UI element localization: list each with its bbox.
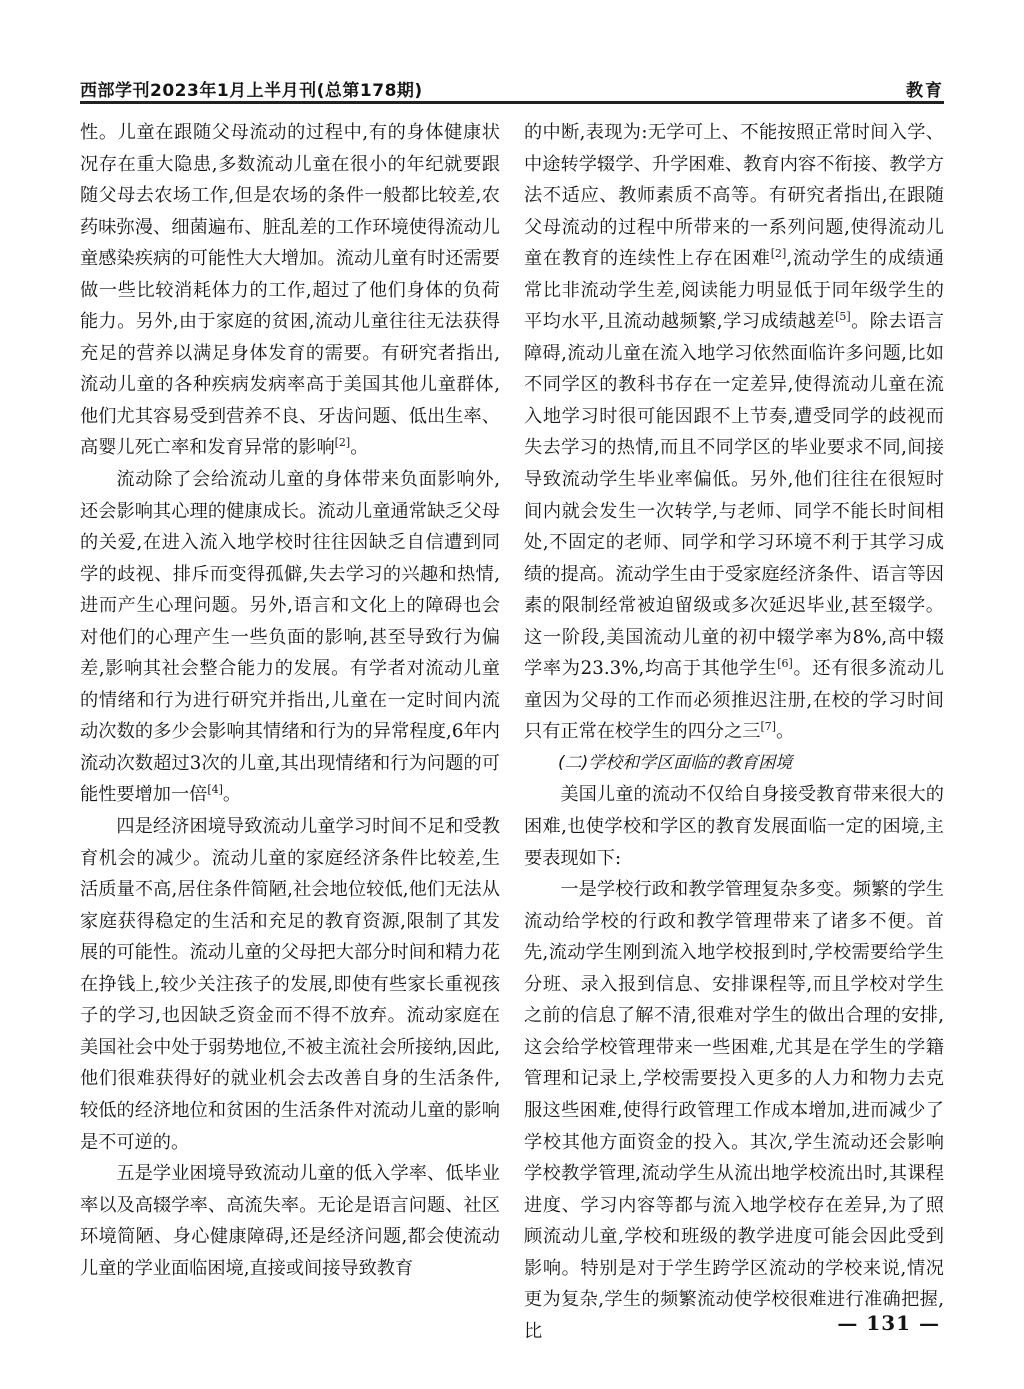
citation-ref: [6] <box>777 657 793 671</box>
paragraph <box>80 464 500 811</box>
paragraph-text: 。 <box>222 784 242 806</box>
citation-ref: [2] <box>770 247 787 261</box>
paragraph: 四是经济困境导致流动儿童学习时间不足和受教育机会的减少。流动儿童的家庭经济条件比较差,生活质量不高,居住条件简陋,社会地位较低,他们无法从家庭获得稳定的生活和充足的教育资源,限制了其发展的可能性。流动儿童的父母把大部分时间和精力花在挣钱上,较少关注孩子的发展,即使有些家长重视孩子的学习,也因缺乏资金而不得不放弃。流动家庭在美国社会中处于弱势地位,不被主流社会所接纳,因此,他们很难获得好的就业机会去改善自身的生活条件,较低的经济地位和贫困的生活条件对流动儿童的影响是不可逆的。 <box>80 816 500 1153</box>
section-subheading: (二)学校和学区面临的教育困境 <box>558 752 793 773</box>
paragraph-text: 。除去语言障碍,流动儿童在流入地学习依然面临许多问题,比如不同学区的教科书存在一定差异,使得流动儿童在流入地学习时很可能因跟不上节奏,遭受同学的歧视而失去学习的热情,而且不同学区的毕业要求不同,间接导致流动学生毕业率偏低。另外,他们往往在很短时间内就会发生一次转学,与老师、同学不能长时间相处,不固定的老师、同学和学习环境不利于其学习成绩的提高。流动学生由于受家庭经济条件、语言等因素的限制经常被迫留级或多次延迟毕业,甚至辍学。这一阶段,美国流动儿童的初中辍学率为8%,高中辍学率为23.3%,均高于其他学生 <box>524 311 944 680</box>
paragraph-text: 。 <box>350 437 369 459</box>
paragraph-text: 。还有很多流动儿童因为父母的工作而必须推迟注册,在校的学习时间只有正常在校学生的四分之三 <box>524 658 944 743</box>
paragraph: 五是学业困境导致流动儿童的低入学率、低毕业率以及高辍学率、高流失率。无论是语言问题、社区环境简陋、身心健康障碍,还是经济问题,都会使流动儿童的学业面临困境,直接或间接导致教育 <box>80 1163 500 1279</box>
citation-ref: [2] <box>334 436 351 450</box>
header-rule <box>80 101 944 104</box>
paragraph-text: 。 <box>776 721 795 743</box>
paragraph: 美国儿童的流动不仅给自身接受教育带来很大的困难,也使学校和学区的教育发展面临一定的困境,主要表现如下: <box>524 784 944 869</box>
paragraph <box>524 117 944 748</box>
page-header <box>80 70 944 104</box>
citation-ref: [5] <box>835 310 851 324</box>
paragraph-text: 的中断,表现为:无学可上、不能按照正常时间入学、中途转学辍学、升学困难、教育内容不衔接、教学方法不适应、教师素质不高等。有研究者指出,在跟随父母流动的过程中所带来的一系列问题,使得流动儿童在教育的连续性上存在困难 <box>524 122 944 270</box>
citation-ref: [4] <box>207 783 223 797</box>
paragraph: 一是学校行政和教学管理复杂多变。频繁的学生流动给学校的行政和教学管理带来了诸多不便。首先,流动学生刚到流入地学校报到时,学校需要给学生分班、录入报到信息、安排课程等,而且学校对学生之前的信息了解不清,很难对学生的做出合理的安排,这会给学校管理带来一些困难,尤其是在学生的学籍管理和记录上,学校需要投入更多的人力和物力去克服这些困难,使得行政管理工作成本增加,进而减少了学校其他方面资金的投入。其次,学生流动还会影响学校教学管理,流动学生从流出地学校流出时,其课程进度、学习内容等都与流入地学校存在差异,为了照顾流动儿童,学校和班级的教学进度可能会因此受到影响。特别是对于学生跨学区流动的学校来说,情况更为复杂,学生的频繁流动使学校很难进行准确把握,比 <box>524 879 944 1342</box>
citation-ref: [7] <box>760 720 777 734</box>
paragraph-text: 流动除了会给流动儿童的身体带来负面影响外,还会影响其心理的健康成长。流动儿童通常缺乏父母的关爱,在进入流入地学校时往往因缺乏自信遭到同学的歧视、排斥而变得孤僻,失去学习的兴趣和热情,进而产生心理问题。另外,语言和文化上的障碍也会对他们的心理产生一些负面的影响,甚至导致行为偏差,影响其社会整合能力的发展。有学者对流动儿童的情绪和行为进行研究并指出,儿童在一定时间内流动次数的多少会影响其情绪和行为的异常程度,6年内流动次数超过3次的儿童,其出现情绪和行为问题的可能性要增加一倍 <box>80 469 500 806</box>
paragraph-text: 性。儿童在跟随父母流动的过程中,有的身体健康状况存在重大隐患,多数流动儿童在很小的年纪就要跟随父母去农场工作,但是农场的条件一般都比较差,农药味弥漫、细菌遍布、脏乱差的工作环境使得流动儿童感染疾病的可能性大大增加。流动儿童有时还需要做一些比较消耗体力的工作,超过了他们身体的负荷能力。另外,由于家庭的贫困,流动儿童往往无法获得充足的营养以满足身体发育的需要。有研究者指出,流动儿童的各种疾病发病率高于美国其他儿童群体,他们尤其容易受到营养不良、牙齿问题、低出生率、高婴儿死亡率和发育异常的影响 <box>80 122 500 459</box>
section-label: 教育 <box>906 81 944 101</box>
paragraph <box>80 117 500 464</box>
left-column <box>80 117 500 1279</box>
page-number: — 131 — <box>837 1311 940 1335</box>
journal-masthead: 西部学刊2023年1月上半月刊(总第178期) <box>80 81 423 101</box>
paragraph-text: ,流动学生的成绩通常比非流动学生差,阅读能力明显低于同年级学生的平均水平,且流动越频繁,学习成绩越差 <box>524 248 944 333</box>
